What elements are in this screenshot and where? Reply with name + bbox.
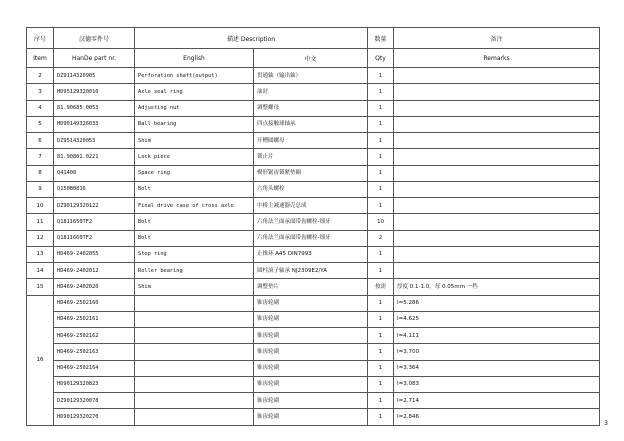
part-number: DZ90129320122 bbox=[54, 198, 135, 214]
item-number: 6 bbox=[27, 133, 54, 149]
english-description: Bolt bbox=[135, 230, 254, 246]
quantity: 1 bbox=[368, 295, 394, 311]
header-qty-cn: 数量 bbox=[368, 28, 394, 49]
remarks: 厚度 0.1-1.0，每 0.05mm 一档 bbox=[394, 279, 600, 295]
chinese-description: 锥齿轮副 bbox=[254, 376, 368, 392]
english-description bbox=[135, 328, 254, 344]
chinese-description: 调整螺母 bbox=[254, 100, 368, 116]
header-description: 描述 Description bbox=[135, 28, 368, 49]
header-part-cn: 汉德零件号 bbox=[54, 28, 135, 49]
part-number: DZ9514320053 bbox=[54, 133, 135, 149]
table-row bbox=[27, 376, 600, 392]
remarks: I=5.286 bbox=[394, 295, 600, 311]
item-number: 4 bbox=[27, 100, 54, 116]
english-description: Lock piece bbox=[135, 149, 254, 165]
table-row bbox=[27, 246, 600, 262]
part-number: HD95129320010 bbox=[54, 84, 135, 100]
chinese-description: 锁止片 bbox=[254, 149, 368, 165]
part-number: HD469-2502162 bbox=[54, 328, 135, 344]
header-remarks-en: Remarks bbox=[394, 49, 600, 68]
part-number: HD90129320823 bbox=[54, 376, 135, 392]
header-qty-en: Qty bbox=[368, 49, 394, 68]
header-english: English bbox=[135, 49, 254, 68]
table-row bbox=[27, 181, 600, 197]
table-row bbox=[27, 68, 600, 84]
remarks: I=2.714 bbox=[394, 393, 600, 409]
item-number: 16 bbox=[27, 295, 54, 425]
item-number: 15 bbox=[27, 279, 54, 295]
header-remarks-cn: 备注 bbox=[394, 28, 600, 49]
english-description: Stop ring bbox=[135, 246, 254, 262]
item-number: 3 bbox=[27, 84, 54, 100]
table-row bbox=[27, 328, 600, 344]
item-number: 14 bbox=[27, 263, 54, 279]
table-row bbox=[27, 295, 600, 311]
quantity: 1 bbox=[368, 116, 394, 132]
item-number: 11 bbox=[27, 214, 54, 230]
english-description: Space ring bbox=[135, 165, 254, 181]
remarks bbox=[394, 68, 600, 84]
chinese-description: 四点接触球轴承 bbox=[254, 116, 368, 132]
quantity: 1 bbox=[368, 263, 394, 279]
remarks bbox=[394, 133, 600, 149]
chinese-description: 锥齿轮副 bbox=[254, 344, 368, 360]
remarks bbox=[394, 198, 600, 214]
part-number: HD469-2502163 bbox=[54, 344, 135, 360]
part-number: Q1811650TF2 bbox=[54, 214, 135, 230]
remarks: I=3.700 bbox=[394, 344, 600, 360]
chinese-description: 锥齿轮副 bbox=[254, 311, 368, 327]
quantity: 1 bbox=[368, 344, 394, 360]
table-row bbox=[27, 100, 600, 116]
english-description: Bolt bbox=[135, 181, 254, 197]
english-description bbox=[135, 295, 254, 311]
table-row bbox=[27, 393, 600, 409]
quantity: 1 bbox=[368, 198, 394, 214]
english-description: Ball bearing bbox=[135, 116, 254, 132]
chinese-description: 锥齿轮副 bbox=[254, 360, 368, 376]
english-description: Bolt bbox=[135, 214, 254, 230]
english-description: Final drive case of cross axle bbox=[135, 198, 254, 214]
english-description: Shim bbox=[135, 279, 254, 295]
remarks: I=3.083 bbox=[394, 376, 600, 392]
item-number: 8 bbox=[27, 165, 54, 181]
table-row bbox=[27, 279, 600, 295]
english-description: Roller bearing bbox=[135, 263, 254, 279]
remarks bbox=[394, 246, 600, 262]
part-number: HD90149326033 bbox=[54, 116, 135, 132]
quantity: 1 bbox=[368, 311, 394, 327]
parts-table bbox=[26, 27, 600, 426]
part-number: HD469-2502164 bbox=[54, 360, 135, 376]
quantity: 1 bbox=[368, 100, 394, 116]
chinese-description: 锥齿轮副 bbox=[254, 409, 368, 425]
chinese-description: 圆柱滚子轴承 NJ2309E2/YA bbox=[254, 263, 368, 279]
chinese-description: 中桥主减速器壳总成 bbox=[254, 198, 368, 214]
table-row bbox=[27, 116, 600, 132]
quantity: 1 bbox=[368, 165, 394, 181]
table-row bbox=[27, 84, 600, 100]
part-number: Q41408 bbox=[54, 165, 135, 181]
chinese-description: 锥齿轮副 bbox=[254, 295, 368, 311]
chinese-description: 锥齿轮副 bbox=[254, 328, 368, 344]
header-row-secondary bbox=[27, 49, 600, 68]
chinese-description: 油封 bbox=[254, 84, 368, 100]
english-description: Perforation shaft(output) bbox=[135, 68, 254, 84]
chinese-description: 六角法兰面承面带齿螺栓-细牙 bbox=[254, 230, 368, 246]
table-row bbox=[27, 149, 600, 165]
remarks bbox=[394, 263, 600, 279]
english-description bbox=[135, 344, 254, 360]
part-number: HD469-2502161 bbox=[54, 311, 135, 327]
remarks: I=4.625 bbox=[394, 311, 600, 327]
part-number: HD469-2502160 bbox=[54, 295, 135, 311]
english-description bbox=[135, 393, 254, 409]
english-description: Adjusting nut bbox=[135, 100, 254, 116]
quantity: 1 bbox=[368, 246, 394, 262]
remarks bbox=[394, 149, 600, 165]
english-description: Shim bbox=[135, 133, 254, 149]
quantity: 10 bbox=[368, 214, 394, 230]
table-row bbox=[27, 409, 600, 425]
remarks bbox=[394, 214, 600, 230]
chinese-description: 六角法兰面承面带齿螺栓-细牙 bbox=[254, 214, 368, 230]
part-number: HD469-2402020 bbox=[54, 279, 135, 295]
chinese-description: 止推环 A45 DIN7993 bbox=[254, 246, 368, 262]
remarks bbox=[394, 116, 600, 132]
part-number: DZ9114320905 bbox=[54, 68, 135, 84]
part-number: DZ90129320078 bbox=[54, 393, 135, 409]
item-number: 10 bbox=[27, 198, 54, 214]
part-number: 81.90801.0221 bbox=[54, 149, 135, 165]
remarks bbox=[394, 84, 600, 100]
header-part-en: HanDe part nr. bbox=[54, 49, 135, 68]
quantity: 1 bbox=[368, 149, 394, 165]
item-number: 13 bbox=[27, 246, 54, 262]
quantity: 1 bbox=[368, 409, 394, 425]
quantity: 1 bbox=[368, 328, 394, 344]
table-row bbox=[27, 230, 600, 246]
remarks: I=4.111 bbox=[394, 328, 600, 344]
remarks: I=3.364 bbox=[394, 360, 600, 376]
item-number: 7 bbox=[27, 149, 54, 165]
table-row bbox=[27, 360, 600, 376]
table-row bbox=[27, 311, 600, 327]
table-row bbox=[27, 344, 600, 360]
chinese-description: 锥齿轮副 bbox=[254, 393, 368, 409]
header-no-cn: 序号 bbox=[27, 28, 54, 49]
chinese-description: 开槽圆螺母 bbox=[254, 133, 368, 149]
part-number: 81.90685.0053 bbox=[54, 100, 135, 116]
part-number: Q1811660TF2 bbox=[54, 230, 135, 246]
part-number: HD469-2402012 bbox=[54, 263, 135, 279]
remarks bbox=[394, 181, 600, 197]
english-description bbox=[135, 376, 254, 392]
chinese-description: 贯通轴（输出轴） bbox=[254, 68, 368, 84]
table-row bbox=[27, 214, 600, 230]
chinese-description: 六角头螺栓 bbox=[254, 181, 368, 197]
item-number: 5 bbox=[27, 116, 54, 132]
english-description bbox=[135, 409, 254, 425]
english-description bbox=[135, 311, 254, 327]
header-row-primary bbox=[27, 28, 600, 49]
item-number: 2 bbox=[27, 68, 54, 84]
quantity: 1 bbox=[368, 360, 394, 376]
quantity: 2 bbox=[368, 230, 394, 246]
english-description: Axle seal ring bbox=[135, 84, 254, 100]
header-chinese: 中文 bbox=[254, 49, 368, 68]
quantity: 1 bbox=[368, 376, 394, 392]
quantity: 1 bbox=[368, 133, 394, 149]
chinese-description: 楔形锯齿锁紧垫圈 bbox=[254, 165, 368, 181]
part-number: Q150B0816 bbox=[54, 181, 135, 197]
chinese-description: 调整垫片 bbox=[254, 279, 368, 295]
table-row bbox=[27, 165, 600, 181]
quantity: 1 bbox=[368, 181, 394, 197]
quantity: 1 bbox=[368, 84, 394, 100]
part-number: HD469-2402055 bbox=[54, 246, 135, 262]
table-row bbox=[27, 263, 600, 279]
quantity: 1 bbox=[368, 68, 394, 84]
table-row bbox=[27, 198, 600, 214]
page-number: 3 bbox=[604, 420, 608, 427]
item-number: 9 bbox=[27, 181, 54, 197]
remarks bbox=[394, 165, 600, 181]
quantity: 按需 bbox=[368, 279, 394, 295]
english-description bbox=[135, 360, 254, 376]
item-number: 12 bbox=[27, 230, 54, 246]
part-number: HD90129320270 bbox=[54, 409, 135, 425]
header-no-en: Item bbox=[27, 49, 54, 68]
remarks: I=2.846 bbox=[394, 409, 600, 425]
table-row bbox=[27, 133, 600, 149]
remarks bbox=[394, 100, 600, 116]
quantity: 1 bbox=[368, 393, 394, 409]
remarks bbox=[394, 230, 600, 246]
